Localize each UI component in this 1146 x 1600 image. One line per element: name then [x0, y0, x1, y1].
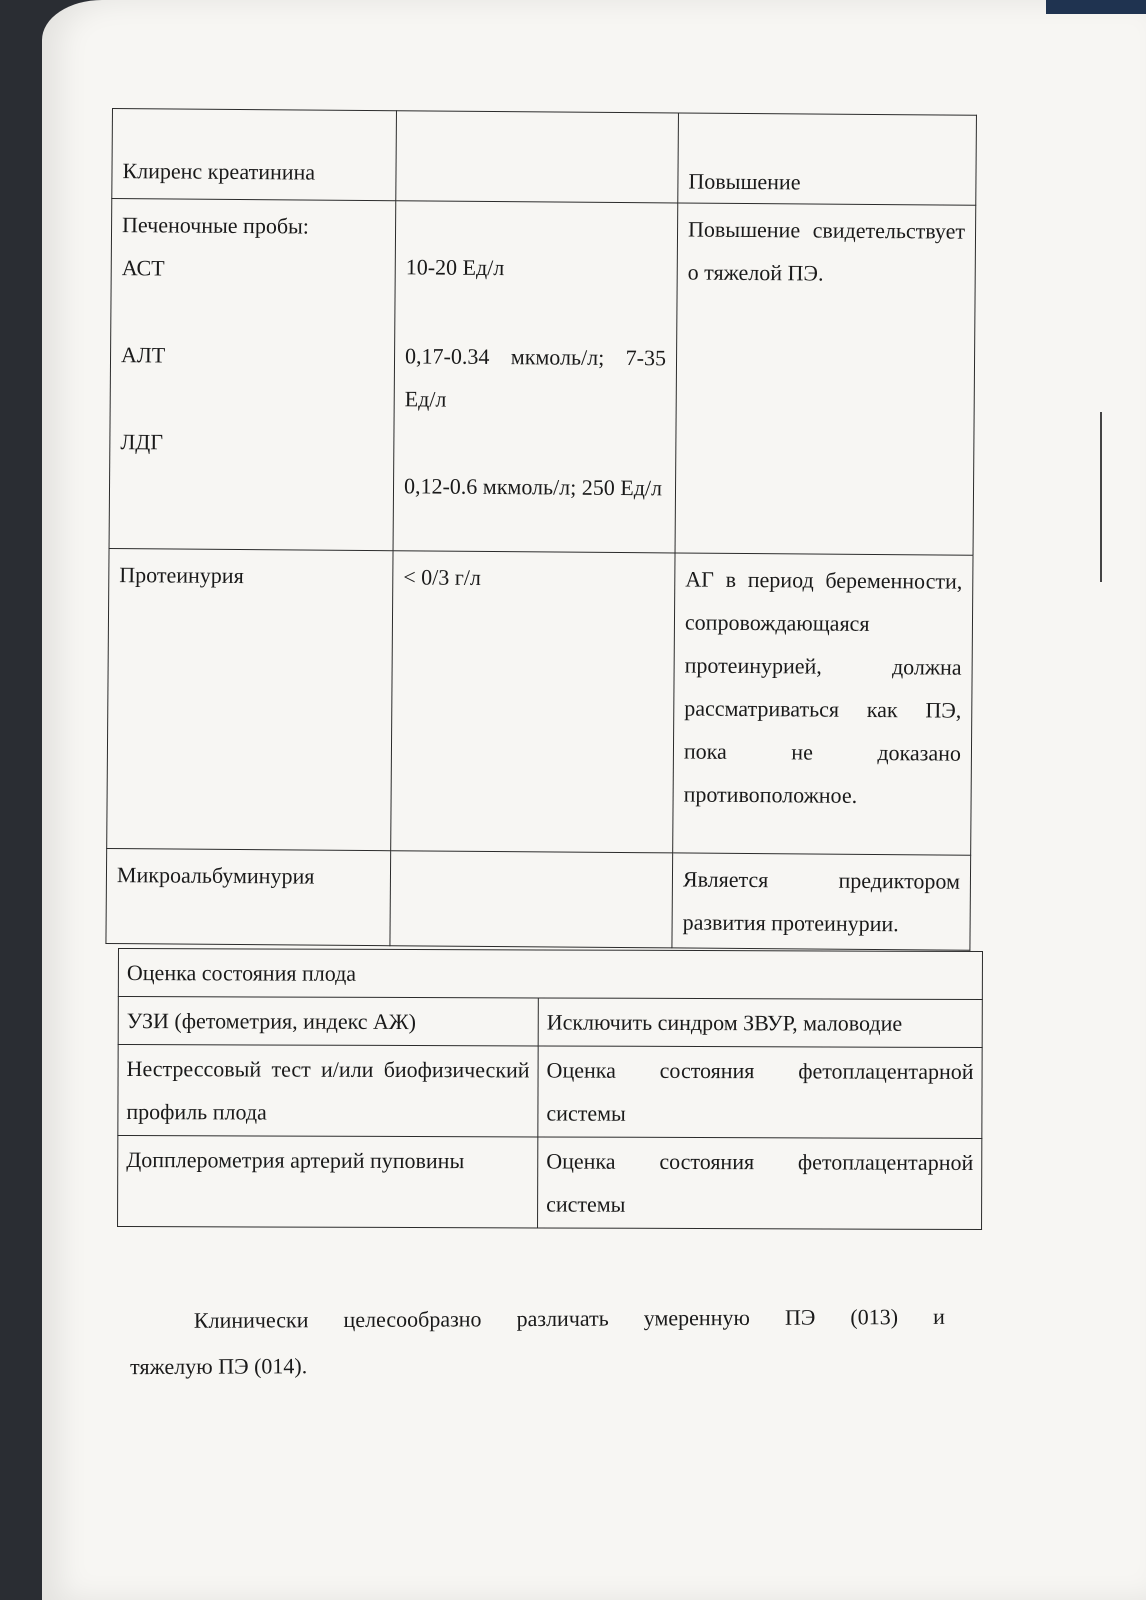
purpose-cell — [538, 1046, 982, 1139]
scan-edge-mark — [1046, 0, 1146, 14]
test-alt: АЛТ — [120, 342, 166, 368]
norm-cell — [396, 111, 679, 203]
paragraph-line-1: Клинически целесообразно различать умеренную ПЭ (013) и — [193, 1303, 945, 1333]
purpose-cell — [538, 998, 982, 1048]
method-cell — [118, 1136, 538, 1228]
interpretation-cell — [673, 553, 973, 855]
method-cell — [118, 997, 538, 1046]
parameter-cell — [109, 199, 396, 551]
test-ast: АСТ — [121, 255, 165, 281]
parameter-cell — [112, 109, 397, 201]
table-row — [118, 997, 982, 1048]
parameter-label: Клиренс креатинина — [122, 158, 316, 185]
section-header — [118, 949, 982, 1000]
interpretation-text: АГ в период беременности, сопровождающаяся протеинурией, должна рассматриваться как ПЭ, пока не доказано противоположное. — [683, 566, 963, 808]
interpretation-cell — [678, 113, 977, 205]
lab-tests-table — [105, 108, 977, 951]
test-ldg: ЛДГ — [120, 429, 164, 455]
interpretation-cell — [672, 853, 971, 950]
norm-ldg: 0,12-0.6 мкмоль/л; 250 Ед/л — [403, 473, 663, 501]
parameter-cell — [107, 548, 393, 850]
table-row — [112, 109, 977, 206]
parameter-cell — [106, 848, 391, 945]
interpretation-cell — [675, 203, 976, 555]
purpose-cell — [538, 1137, 982, 1230]
fetal-assessment-table — [117, 948, 983, 1230]
table-row — [118, 949, 982, 1000]
paragraph-line-2: тяжелую ПЭ (014). — [130, 1353, 308, 1380]
table-row — [109, 199, 976, 556]
method-text: УЗИ (фетометрия, индекс АЖ) — [126, 1008, 417, 1035]
parameter-label: Протеинурия — [119, 562, 244, 589]
norm-cell — [393, 201, 678, 553]
purpose-text: Исключить синдром ЗВУР, маловодие — [546, 1009, 903, 1036]
section-header-text: Оценка состояния плода — [126, 960, 357, 986]
table-row — [107, 548, 973, 855]
method-cell — [118, 1045, 538, 1137]
norm-ast: 10-20 Ед/л — [405, 254, 505, 281]
table-row — [118, 1045, 982, 1139]
interpretation-text: Повышение свидетельствует о тяжелой ПЭ. — [687, 216, 966, 286]
norm-cell — [390, 851, 673, 948]
interpretation-text: Является предиктором развития протеинурии. — [682, 866, 961, 937]
norm-value: < 0/3 г/л — [403, 564, 482, 590]
margin-line — [1100, 412, 1102, 582]
body-paragraph — [130, 1294, 945, 1390]
method-text: Нестрессовый тест и/или биофизический профиль плода — [126, 1056, 530, 1125]
parameter-title: Печеночные пробы: — [121, 212, 310, 239]
purpose-text: Оценка состояния фетоплацентарной системы — [546, 1057, 974, 1126]
purpose-text: Оценка состояния фетоплацентарной системы — [546, 1148, 974, 1217]
norm-alt: 0,17-0.34 мкмоль/л; 7-35 Ед/л — [404, 343, 667, 412]
norm-cell — [391, 551, 675, 853]
interpretation-text: Повышение — [688, 168, 801, 195]
parameter-label: Микроальбуминурия — [116, 862, 315, 889]
method-text: Допплерометрия артерий пуповины — [126, 1147, 465, 1174]
table-row — [106, 848, 971, 950]
table-row — [118, 1136, 982, 1230]
